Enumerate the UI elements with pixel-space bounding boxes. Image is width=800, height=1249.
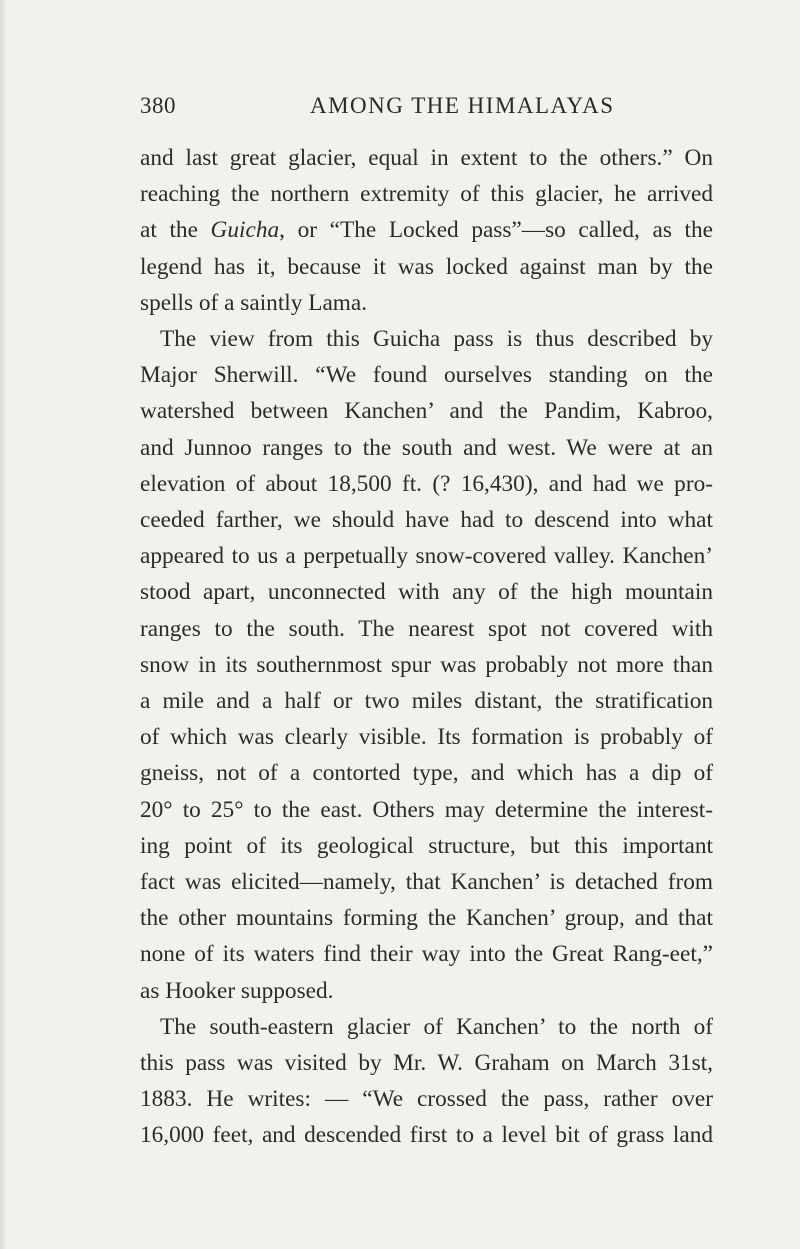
text-line: spells of a saintly Lama. <box>140 289 368 316</box>
text-line: Major Sherwill. “We found ourselves standing on the <box>140 362 713 389</box>
text-line: the other mountains forming the Kanchen’ group, and that <box>140 905 713 932</box>
text-line: 20° to 25° to the east. Others may determine the interest- <box>140 796 713 823</box>
text-line: reaching the northern extremity of this glacier, he arrived <box>140 181 713 208</box>
text-line: ceeded farther, we should have had to descend into what <box>140 507 713 534</box>
text-line: 16,000 feet, and descended first to a level bit of grass land <box>140 1122 713 1149</box>
text-line: appeared to us a perpetually snow-covered valley. Kanchen’ <box>140 543 713 570</box>
page-edge-shadow <box>0 0 6 1249</box>
page-number: 380 <box>140 93 176 118</box>
page-header <box>140 93 710 133</box>
text-line: ing point of its geological structure, but this important <box>140 832 713 859</box>
running-head: AMONG THE HIMALAYAS <box>310 93 615 118</box>
text-line: and last great glacier, equal in extent to the others.” On <box>140 145 713 171</box>
text-line: and Junnoo ranges to the south and west. We were at an <box>140 434 713 461</box>
text-line: ranges to the south. The nearest spot not covered with <box>140 615 713 642</box>
text-line: at the Guicha, or “The Locked pass”—so called, as the <box>140 217 713 244</box>
text-line: 1883. He writes: — “We crossed the pass, rather over <box>140 1086 713 1113</box>
text-line: watershed between Kanchen’ and the Pandim, Kabroo, <box>140 398 713 425</box>
text-line: stood apart, unconnected with any of the high mountain <box>140 579 713 606</box>
text-line: legend has it, because it was locked against man by the <box>140 253 713 280</box>
text-line: a mile and a half or two miles distant, the stratification <box>140 688 713 715</box>
emphasis-guicha: Guicha <box>210 217 280 244</box>
body-text <box>140 140 713 1154</box>
text-line: gneiss, not of a contorted type, and which has a dip of <box>140 760 713 787</box>
text-line: snow in its southernmost spur was probably not more than <box>140 651 713 678</box>
text-line: The view from this Guicha pass is thus described by <box>160 326 713 353</box>
text-line: none of its waters find their way into the Great Rang-eet,” <box>140 941 713 968</box>
text-line: as Hooker supposed. <box>140 977 334 1004</box>
text-line: elevation of about 18,500 ft. (? 16,430), and had we pro- <box>140 470 713 497</box>
text-line: The south-eastern glacier of Kanchen’ to the north of <box>160 1013 713 1040</box>
text-line: of which was clearly visible. Its formation is probably of <box>140 724 713 751</box>
text-line: this pass was visited by Mr. W. Graham on March 31st, <box>140 1050 713 1077</box>
text-line: fact was elicited—namely, that Kanchen’ is detached from <box>140 869 713 896</box>
